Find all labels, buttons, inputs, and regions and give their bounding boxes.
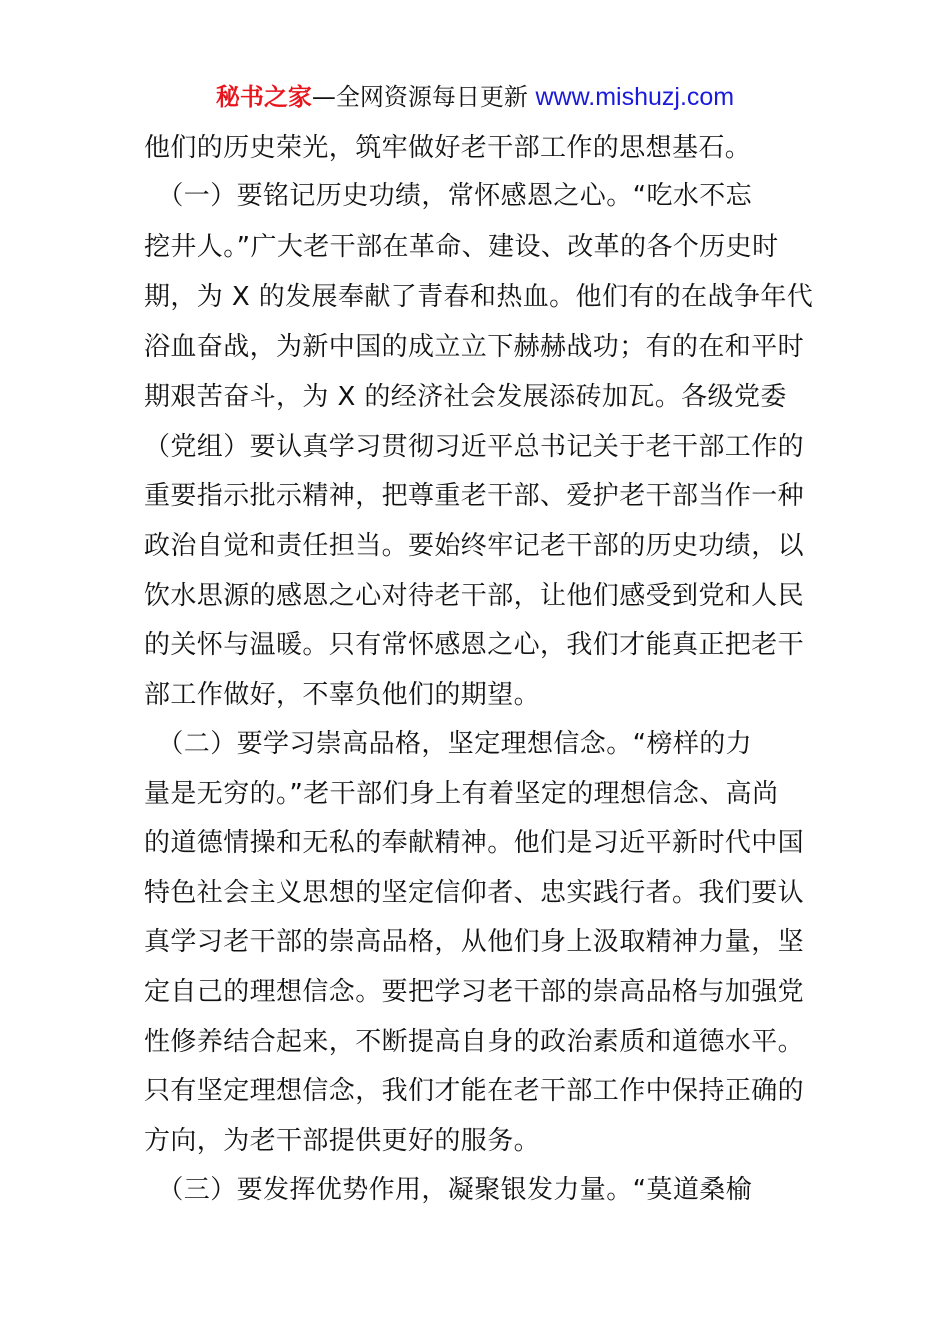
site-header — [0, 80, 950, 114]
text-line: 重要指示批示精神，把尊重老干部、爱护老干部当作一种 — [144, 481, 805, 511]
text-line: 部工作做好，不辜负他们的期望。 — [144, 680, 541, 710]
text-line: 浴血奋战，为新中国的成立立下赫赫战功；有的在和平时 — [144, 332, 805, 362]
text-line: （二）要学习崇高品格，坚定理想信念。“榜样的力 — [144, 729, 753, 759]
text-line: 他们的历史荣光，筑牢做好老干部工作的思想基石。 — [144, 133, 752, 163]
site-url-link[interactable]: www.mishuzj.com — [535, 83, 735, 111]
text-line: 性修养结合起来，不断提高自身的政治素质和道德水平。 — [144, 1027, 805, 1057]
text-line: 的道德情操和无私的奉献精神。他们是习近平新时代中国 — [144, 828, 805, 858]
site-brand: 秘书之家 — [215, 83, 312, 111]
text-line: 只有坚定理想信念，我们才能在老干部工作中保持正确的 — [144, 1076, 805, 1106]
site-tagline: —全网资源每日更新 — [311, 83, 536, 111]
text-line: 期，为 X 的发展奉献了青春和热血。他们有的在战争年代 — [144, 282, 814, 312]
text-line: 特色社会主义思想的坚定信仰者、忠实践行者。我们要认 — [144, 878, 805, 908]
text-line: 政治自觉和责任担当。要始终牢记老干部的历史功绩，以 — [144, 531, 805, 561]
text-line: 定自己的理想信念。要把学习老干部的崇高品格与加强党 — [144, 977, 805, 1007]
text-line: 方向，为老干部提供更好的服务。 — [144, 1126, 541, 1156]
text-line: （一）要铭记历史功绩，常怀感恩之心。“吃水不忘 — [144, 181, 753, 211]
text-line: 期艰苦奋斗，为 X 的经济社会发展添砖加瓦。各级党委 — [144, 382, 787, 412]
text-line: 挖井人。”广大老干部在革命、建设、改革的各个历史时 — [144, 232, 779, 262]
text-line: （党组）要认真学习贯彻习近平总书记关于老干部工作的 — [144, 432, 805, 462]
text-line: （三）要发挥优势作用，凝聚银发力量。“莫道桑榆 — [144, 1175, 753, 1205]
text-line: 饮水思源的感恩之心对待老干部，让他们感受到党和人民 — [144, 581, 805, 611]
text-line: 量是无穷的。”老干部们身上有着坚定的理想信念、高尚 — [144, 779, 779, 809]
text-line: 的关怀与温暖。只有常怀感恩之心，我们才能真正把老干 — [144, 630, 805, 660]
text-line: 真学习老干部的崇高品格，从他们身上汲取精神力量，坚 — [144, 927, 805, 957]
